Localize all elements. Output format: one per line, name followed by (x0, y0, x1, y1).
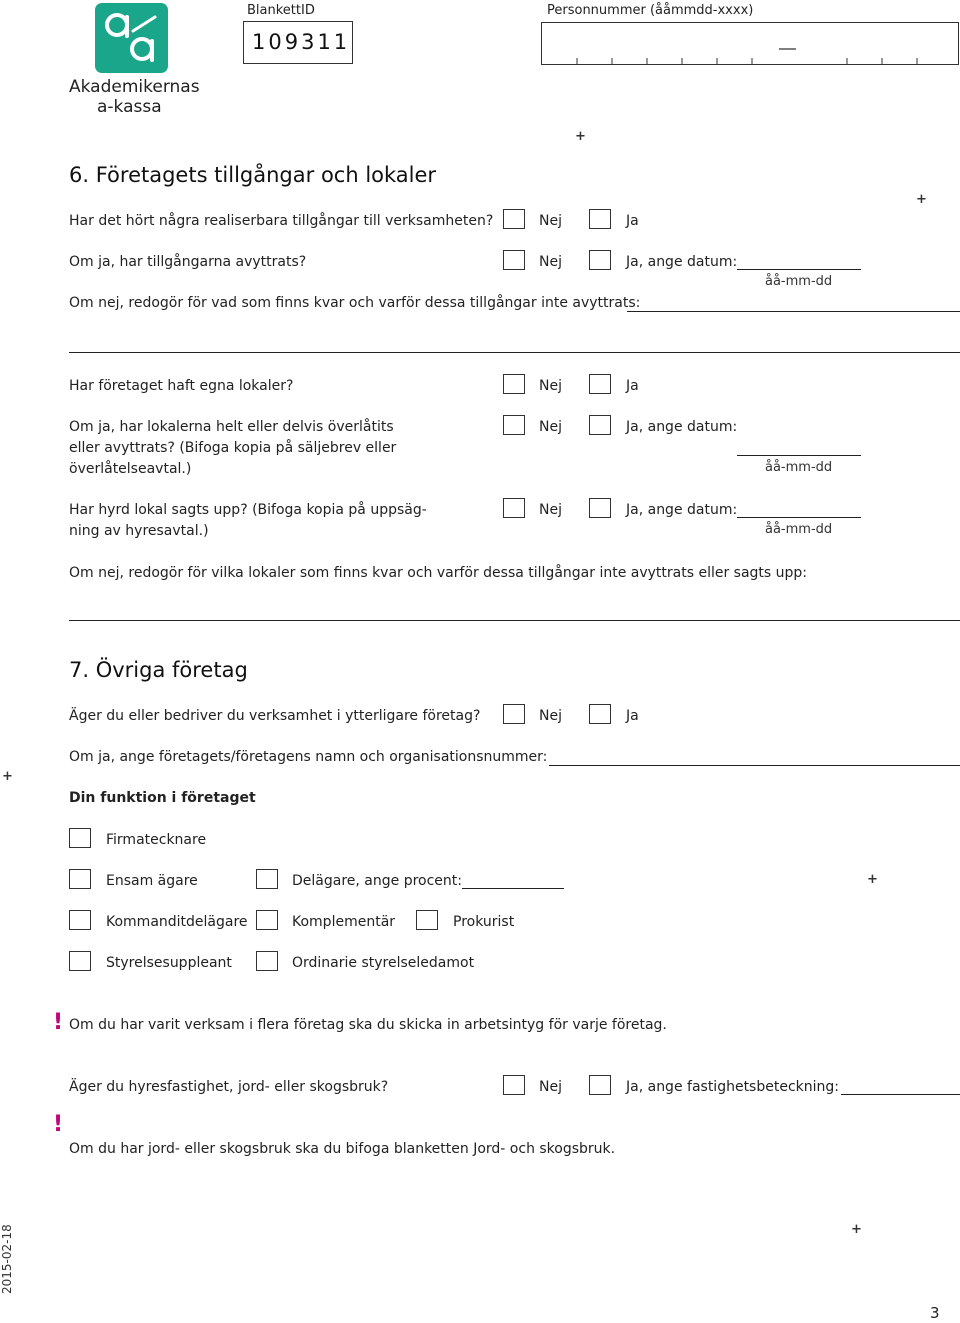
s6-q1-no-checkbox[interactable] (503, 209, 525, 229)
s6-q6-yes-label: Ja, ange datum: (626, 502, 738, 518)
plus-mark: + (575, 129, 586, 144)
s6-q5-no-label: Nej (539, 419, 562, 435)
role-styrelsesuppleant-checkbox[interactable] (69, 951, 91, 971)
plus-mark: + (867, 872, 878, 887)
s6-q2-text: Om ja, har tillgångarna avyttrats? (69, 254, 307, 270)
s6-q6-date-input[interactable] (737, 517, 861, 518)
footer-date-text: 2015-02-18 (0, 1224, 14, 1294)
logo (95, 3, 168, 73)
blankett-id-box (243, 21, 353, 64)
s7-q2-answer-input[interactable] (549, 765, 960, 766)
fastighetsbeteckning-input[interactable] (841, 1094, 960, 1095)
s6-q2-no-label: Nej (539, 254, 562, 270)
s7-q1-no-label: Nej (539, 708, 562, 724)
role-ensam-agare-checkbox[interactable] (69, 869, 91, 889)
s6-q4-no-label: Nej (539, 378, 562, 394)
s6-q3-answer-line2[interactable] (69, 352, 960, 353)
blankett-id-value: 109311 (252, 30, 351, 54)
section-7-title: 7. Övriga företag (69, 658, 248, 682)
plus-mark: + (851, 1222, 862, 1237)
section-6-title: 6. Företagets tillgångar och lokaler (69, 163, 437, 187)
role-komplementar-checkbox[interactable] (256, 910, 278, 930)
s7-q2-text: Om ja, ange företagets/företagens namn och organisationsnummer: (69, 749, 548, 765)
personnummer-label: Personnummer (ååmmdd-xxxx) (547, 3, 754, 18)
brand-name-line1: Akademikernas (69, 77, 200, 97)
function-title: Din funktion i företaget (69, 790, 256, 806)
s6-q2-date-format: åå-mm-dd (765, 274, 833, 289)
s6-q6-text-line1: Har hyrd lokal sagts upp? (Bifoga kopia på uppsäg- (69, 502, 427, 518)
s6-q3-text: Om nej, redogör för vad som finns kvar och varför dessa tillgångar inte avyttrats: (69, 295, 641, 311)
role-komplementar-label: Komplementär (292, 914, 396, 930)
personnummer-input[interactable] (541, 22, 959, 65)
s6-q6-yes-checkbox[interactable] (589, 498, 611, 518)
s6-q1-yes-label: Ja (626, 213, 639, 229)
s7-q3-no-label: Nej (539, 1079, 562, 1095)
s6-q5-yes-label: Ja, ange datum: (626, 419, 738, 435)
s7-q3-no-checkbox[interactable] (503, 1075, 525, 1095)
s6-q1-yes-checkbox[interactable] (589, 209, 611, 229)
s7-q3-text: Äger du hyresfastighet, jord- eller skogsbruk? (69, 1079, 389, 1095)
role-prokurist-checkbox[interactable] (416, 910, 438, 930)
footer-date (0, 1214, 15, 1294)
role-firmatecknare-checkbox[interactable] (69, 828, 91, 848)
role-styrelsesuppleant-label: Styrelsesuppleant (106, 955, 232, 971)
role-ensam-agare-label: Ensam ägare (106, 873, 198, 889)
s6-q1-no-label: Nej (539, 213, 562, 229)
plus-mark: + (916, 192, 927, 207)
s6-q5-date-format: åå-mm-dd (765, 460, 833, 475)
s6-q1-text: Har det hört några realiserbara tillgångar till verksamheten? (69, 213, 494, 229)
s7-q3-yes-checkbox[interactable] (589, 1075, 611, 1095)
role-firmatecknare-label: Firmatecknare (106, 832, 207, 848)
role-kommanditdelagare-checkbox[interactable] (69, 910, 91, 930)
s6-q6-text-line2: ning av hyresavtal.) (69, 523, 209, 539)
s6-q5-text-line3: överlåtelseavtal.) (69, 461, 192, 477)
warning-text-2: Om du har jord- eller skogsbruk ska du bifoga blanketten Jord- och skogsbruk. (69, 1141, 616, 1157)
page-number: 3 (930, 1304, 940, 1322)
s6-q2-yes-label: Ja, ange datum: (626, 254, 738, 270)
s6-q4-yes-checkbox[interactable] (589, 374, 611, 394)
s6-q7-text: Om nej, redogör för vilka lokaler som finns kvar och varför dessa tillgångar inte avyttrats eller sagts upp: (69, 565, 808, 581)
s6-q6-date-format: åå-mm-dd (765, 522, 833, 537)
s6-q2-no-checkbox[interactable] (503, 250, 525, 270)
s6-q4-yes-label: Ja (626, 378, 639, 394)
warning-icon: ! (53, 1010, 64, 1035)
s7-q3-yes-label: Ja, ange fastighetsbeteckning: (626, 1079, 839, 1095)
warning-icon: ! (53, 1112, 64, 1137)
s7-q1-text: Äger du eller bedriver du verksamhet i ytterligare företag? (69, 708, 481, 724)
s6-q6-no-label: Nej (539, 502, 562, 518)
role-ordinarie-checkbox[interactable] (256, 951, 278, 971)
personnummer-digit-ticks (542, 23, 960, 66)
role-prokurist-label: Prokurist (453, 914, 515, 930)
s6-q5-no-checkbox[interactable] (503, 415, 525, 435)
role-delagare-label: Delägare, ange procent: (292, 873, 462, 889)
s6-q3-answer-input[interactable] (627, 311, 960, 312)
s6-q5-text-line2: eller avyttrats? (Bifoga kopia på säljebrev eller (69, 440, 397, 456)
role-ordinarie-label: Ordinarie styrelseledamot (292, 955, 475, 971)
brand-name-line2: a-kassa (97, 97, 162, 117)
logo-mark-icon (95, 3, 168, 73)
s6-q2-date-input[interactable] (737, 269, 861, 270)
s7-q1-no-checkbox[interactable] (503, 704, 525, 724)
s6-q5-date-input[interactable] (737, 455, 861, 456)
role-kommanditdelagare-label: Kommanditdelägare (106, 914, 248, 930)
s6-q4-text: Har företaget haft egna lokaler? (69, 378, 294, 394)
s6-q5-text-line1: Om ja, har lokalerna helt eller delvis överlåtits (69, 419, 394, 435)
s6-q2-yes-checkbox[interactable] (589, 250, 611, 270)
s6-q6-no-checkbox[interactable] (503, 498, 525, 518)
blankett-id-label: BlankettID (247, 3, 315, 18)
s7-q1-yes-checkbox[interactable] (589, 704, 611, 724)
s6-q4-no-checkbox[interactable] (503, 374, 525, 394)
delagare-percent-input[interactable] (462, 888, 564, 889)
s7-q1-yes-label: Ja (626, 708, 639, 724)
plus-mark: + (2, 769, 13, 784)
role-delagare-checkbox[interactable] (256, 869, 278, 889)
warning-text-1: Om du har varit verksam i flera företag ska du skicka in arbetsintyg för varje företag. (69, 1017, 667, 1033)
s6-q5-yes-checkbox[interactable] (589, 415, 611, 435)
s6-q7-answer-input[interactable] (69, 620, 960, 621)
